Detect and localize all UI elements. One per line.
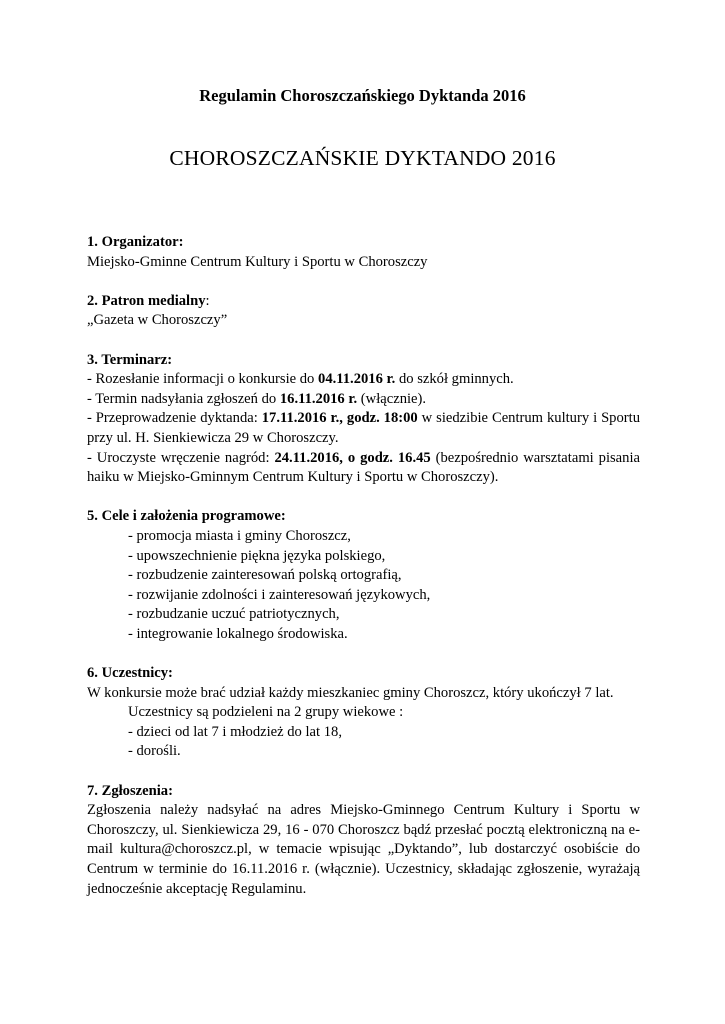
document-title: Regulamin Choroszczańskiego Dyktanda 2016 — [199, 86, 526, 105]
schedule-item — [87, 409, 640, 448]
heading-colon: : — [205, 292, 210, 309]
section-goals — [87, 507, 640, 644]
item-text: - Uroczyste wręczenie nagród: — [87, 449, 275, 466]
list-item: - rozwijanie zdolności i zainteresowań językowych, — [128, 586, 431, 603]
section-text: „Gazeta w Choroszczy” — [87, 312, 228, 329]
section-heading: 1. Organizator: — [87, 234, 184, 250]
item-date: 17.11.2016 r., godz. 18:00 — [261, 410, 418, 427]
section-text: Miejsko-Gminne Centrum Kultury i Sportu w Choroszczy — [87, 253, 428, 270]
list-item: - dorośli. — [128, 743, 181, 760]
list-item: - upowszechnienie piękna języka polskiego, — [128, 547, 386, 564]
list-item: - rozbudzenie zainteresowań polską ortografią, — [128, 567, 402, 584]
schedule-item — [87, 449, 640, 488]
section-media-patron — [87, 292, 640, 331]
document-body — [87, 233, 640, 919]
item-text: do szkół gminnych. — [395, 371, 514, 388]
section-heading: 5. Cele i założenia programowe: — [87, 508, 286, 525]
section-heading: 3. Terminarz: — [87, 351, 173, 368]
item-text: (włącznie). — [357, 390, 427, 407]
list-item: - promocja miasta i gminy Choroszcz, — [128, 527, 351, 544]
schedule-item — [87, 390, 640, 410]
section-heading: 7. Zgłoszenia: — [87, 782, 173, 799]
main-title: CHOROSZCZAŃSKIE DYKTANDO 2016 — [169, 146, 556, 170]
item-text: (bezpośrednio warsztatami pisania haiku w Miejsko-Gminnym Centrum Kultury i Sportu w Choroszczy). — [87, 449, 640, 486]
section-heading: 6. Uczestnicy: — [87, 665, 173, 682]
item-text: - Termin nadsyłania zgłoszeń do — [87, 390, 280, 407]
item-date: 24.11.2016, o godz. 16.45 — [274, 449, 431, 466]
section-text: Uczestnicy są podzieleni na 2 grupy wiekowe : — [128, 704, 404, 721]
item-text: w siedzibie Centrum kultury i Sportu przy ul. H. Sienkiewicza 29 w Choroszczy. — [87, 410, 640, 446]
schedule-item — [87, 370, 640, 390]
section-text: Zgłoszenia należy nadsyłać na adres Miejsko-Gminnego Centrum Kultury i Sportu w Choroszczy, ul. Sienkiewicza 29, 16 - 070 Choroszcz bądź przesłać pocztą elektroniczną na e-mail kultura@choroszcz.pl, w temacie wpisując „Dyktando”, lub dostarczyć osobiście do Centrum w terminie do 16.11.2016 r. (włącznie). Uczestnicy, składając zgłoszenie, wyrażają jednocześnie akceptację Regulaminu. — [87, 802, 640, 897]
section-text: W konkursie może brać udział każdy mieszkaniec gminy Choroszcz, który ukończył 7 lat. — [87, 684, 614, 701]
item-text: - Rozesłanie informacji o konkursie do — [87, 371, 319, 388]
section-schedule — [87, 351, 640, 488]
section-heading-line — [87, 292, 640, 312]
section-applications — [87, 782, 640, 900]
list-item: - dzieci od lat 7 i młodzież do lat 18, — [128, 723, 342, 740]
list-item: - integrowanie lokalnego środowiska. — [128, 625, 348, 642]
item-date: 04.11.2016 r. — [318, 371, 396, 388]
section-organizer — [87, 233, 640, 272]
item-text: - Przeprowadzenie dyktanda: — [87, 410, 262, 427]
section-heading: 2. Patron medialny — [87, 292, 206, 309]
list-item: - rozbudzanie uczuć patriotycznych, — [128, 606, 340, 623]
item-date: 16.11.2016 r. — [279, 390, 358, 407]
section-participants — [87, 664, 640, 762]
